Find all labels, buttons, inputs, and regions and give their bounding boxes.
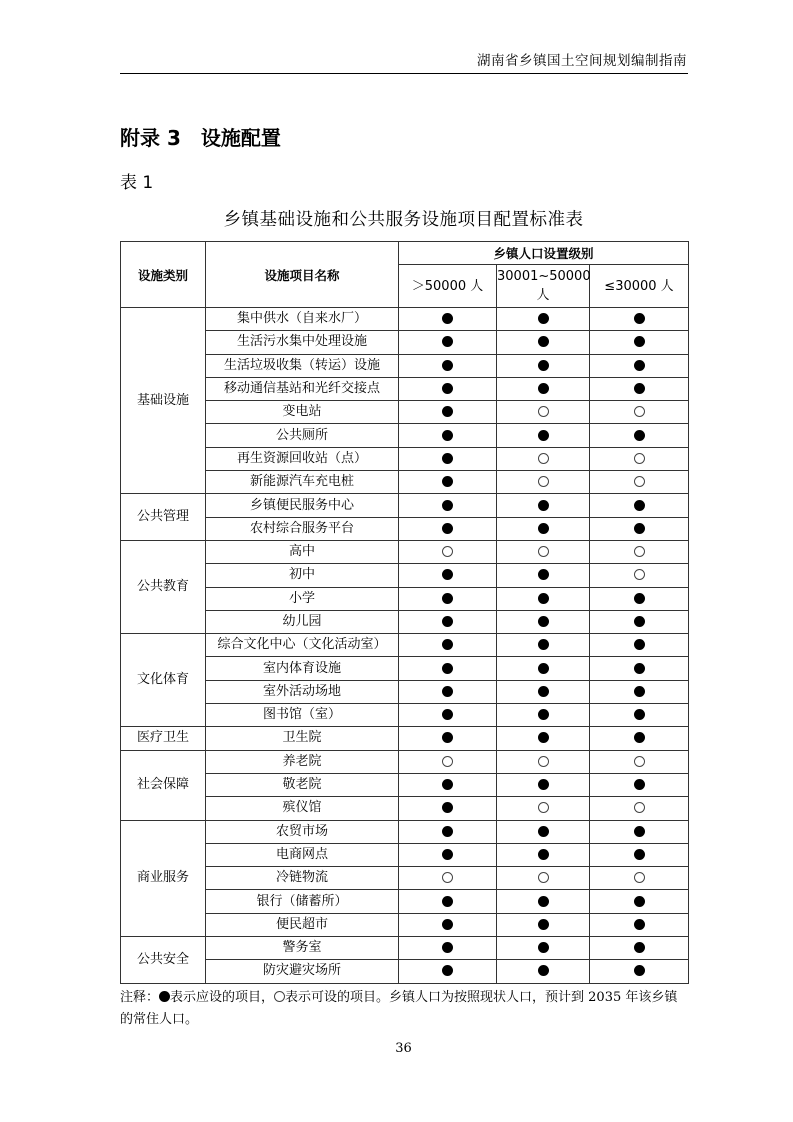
table-label: 表 1: [120, 173, 154, 193]
filled-circle-icon: [538, 965, 549, 976]
level-2-cell: [497, 517, 590, 540]
level-1-cell: [399, 704, 497, 727]
header-level-3: ≤30000 人: [590, 265, 689, 308]
open-circle-icon: [538, 756, 549, 767]
level-2-cell: [497, 657, 590, 680]
category-cell: 医疗卫生: [121, 727, 206, 750]
level-2-cell: [497, 564, 590, 587]
open-circle-icon: [538, 406, 549, 417]
level-3-cell: [590, 517, 689, 540]
filled-circle-icon: [634, 919, 645, 930]
level-2-cell: [497, 447, 590, 470]
table-row: [121, 517, 689, 540]
open-circle-icon: [634, 476, 645, 487]
filled-circle-icon: [442, 802, 453, 813]
filled-circle-icon: [538, 569, 549, 580]
table-row: [121, 727, 689, 750]
open-circle-icon: [634, 756, 645, 767]
item-name-cell: 生活垃圾收集（转运）设施: [206, 354, 399, 377]
level-2-cell: [497, 494, 590, 517]
category-cell: 社会保障: [121, 750, 206, 820]
table-row: [121, 401, 689, 424]
level-2-cell: [497, 354, 590, 377]
level-1-cell: [399, 843, 497, 866]
item-name-cell: 生活污水集中处理设施: [206, 331, 399, 354]
table-row: [121, 540, 689, 563]
level-1-cell: [399, 773, 497, 796]
level-1-cell: [399, 890, 497, 913]
level-1-cell: [399, 308, 497, 331]
table-row: [121, 377, 689, 400]
level-3-cell: [590, 937, 689, 960]
open-circle-icon: [442, 872, 453, 883]
item-name-cell: 便民超市: [206, 913, 399, 936]
item-name-cell: 高中: [206, 540, 399, 563]
table-row: [121, 634, 689, 657]
table-row: [121, 797, 689, 820]
level-3-cell: [590, 424, 689, 447]
filled-circle-icon: [442, 593, 453, 604]
level-2-cell: [497, 727, 590, 750]
level-1-cell: [399, 727, 497, 750]
level-3-cell: [590, 657, 689, 680]
filled-circle-icon: [634, 639, 645, 650]
filled-circle-icon: [442, 686, 453, 697]
item-name-cell: 室外活动场地: [206, 680, 399, 703]
filled-circle-icon: [538, 336, 549, 347]
filled-circle-icon: [442, 313, 453, 324]
item-name-cell: 图书馆（室）: [206, 704, 399, 727]
table-row: [121, 937, 689, 960]
level-1-cell: [399, 820, 497, 843]
open-circle-icon: [634, 569, 645, 580]
filled-circle-icon: [442, 896, 453, 907]
level-2-cell: [497, 424, 590, 447]
level-3-cell: [590, 587, 689, 610]
level-2-cell: [497, 937, 590, 960]
note-required-text: 表示应设的项目，: [170, 990, 275, 1005]
filled-circle-icon: [538, 942, 549, 953]
level-2-cell: [497, 890, 590, 913]
level-3-cell: [590, 354, 689, 377]
level-1-cell: [399, 634, 497, 657]
level-3-cell: [590, 750, 689, 773]
item-name-cell: 电商网点: [206, 843, 399, 866]
table-row: [121, 704, 689, 727]
level-1-cell: [399, 424, 497, 447]
level-2-cell: [497, 401, 590, 424]
level-1-cell: [399, 587, 497, 610]
item-name-cell: 移动通信基站和光纤交接点: [206, 377, 399, 400]
level-1-cell: [399, 517, 497, 540]
table-row: [121, 471, 689, 494]
level-1-cell: [399, 471, 497, 494]
filled-circle-icon: [442, 383, 453, 394]
filled-circle-icon: [442, 942, 453, 953]
level-1-cell: [399, 797, 497, 820]
level-2-cell: [497, 704, 590, 727]
open-circle-icon: [634, 546, 645, 557]
level-3-cell: [590, 401, 689, 424]
filled-circle-icon: [538, 686, 549, 697]
level-2-cell: [497, 867, 590, 890]
category-cell: 基础设施: [121, 308, 206, 494]
level-1-cell: [399, 377, 497, 400]
level-3-cell: [590, 634, 689, 657]
filled-circle-icon: [442, 616, 453, 627]
header-level-2: 30001~50000 人: [497, 265, 590, 308]
filled-circle-icon: [634, 430, 645, 441]
filled-circle-icon: [538, 616, 549, 627]
item-name-cell: 公共厕所: [206, 424, 399, 447]
filled-circle-icon: [442, 336, 453, 347]
filled-circle-icon: [538, 849, 549, 860]
item-name-cell: 变电站: [206, 401, 399, 424]
table-row: [121, 960, 689, 983]
item-name-cell: 初中: [206, 564, 399, 587]
level-1-cell: [399, 750, 497, 773]
open-circle-icon: [634, 872, 645, 883]
open-circle-icon: [538, 476, 549, 487]
level-2-cell: [497, 680, 590, 703]
item-name-cell: 集中供水（自来水厂）: [206, 308, 399, 331]
level-3-cell: [590, 564, 689, 587]
filled-circle-icon: [538, 779, 549, 790]
open-circle-icon: [538, 802, 549, 813]
note-prefix: 注释：: [120, 990, 160, 1005]
category-cell: 文化体育: [121, 634, 206, 727]
table-row: [121, 657, 689, 680]
level-1-cell: [399, 913, 497, 936]
level-2-cell: [497, 540, 590, 563]
item-name-cell: 农贸市场: [206, 820, 399, 843]
open-circle-icon: [538, 453, 549, 464]
level-3-cell: [590, 331, 689, 354]
level-3-cell: [590, 704, 689, 727]
table-row: [121, 867, 689, 890]
level-3-cell: [590, 820, 689, 843]
level-3-cell: [590, 447, 689, 470]
filled-circle-icon: [538, 500, 549, 511]
filled-circle-icon: [634, 593, 645, 604]
item-name-cell: 新能源汽车充电桩: [206, 471, 399, 494]
level-3-cell: [590, 494, 689, 517]
category-cell: 公共安全: [121, 937, 206, 984]
appendix-title: 附录 3 设施配置: [120, 126, 281, 150]
filled-circle-icon: [634, 826, 645, 837]
optional-mark-icon: [274, 991, 285, 1002]
level-2-cell: [497, 797, 590, 820]
filled-circle-icon: [634, 500, 645, 511]
running-header: 湖南省乡镇国土空间规划编制指南: [477, 53, 687, 69]
filled-circle-icon: [634, 779, 645, 790]
filled-circle-icon: [442, 360, 453, 371]
filled-circle-icon: [442, 523, 453, 534]
table-row: [121, 424, 689, 447]
filled-circle-icon: [538, 383, 549, 394]
item-name-cell: 警务室: [206, 937, 399, 960]
item-name-cell: 冷链物流: [206, 867, 399, 890]
level-2-cell: [497, 750, 590, 773]
level-1-cell: [399, 401, 497, 424]
level-1-cell: [399, 867, 497, 890]
filled-circle-icon: [442, 709, 453, 720]
facility-config-table: [120, 241, 689, 984]
level-2-cell: [497, 820, 590, 843]
required-mark-icon: [159, 991, 170, 1002]
item-name-cell: 敬老院: [206, 773, 399, 796]
filled-circle-icon: [442, 732, 453, 743]
filled-circle-icon: [634, 896, 645, 907]
item-name-cell: 综合文化中心（文化活动室）: [206, 634, 399, 657]
item-name-cell: 幼儿园: [206, 610, 399, 633]
filled-circle-icon: [538, 663, 549, 674]
level-3-cell: [590, 843, 689, 866]
table-row: [121, 913, 689, 936]
filled-circle-icon: [442, 849, 453, 860]
item-name-cell: 再生资源回收站（点）: [206, 447, 399, 470]
table-row: [121, 680, 689, 703]
level-2-cell: [497, 377, 590, 400]
level-2-cell: [497, 610, 590, 633]
level-1-cell: [399, 610, 497, 633]
level-1-cell: [399, 447, 497, 470]
open-circle-icon: [538, 546, 549, 557]
item-name-cell: 殡仪馆: [206, 797, 399, 820]
level-2-cell: [497, 960, 590, 983]
filled-circle-icon: [442, 779, 453, 790]
open-circle-icon: [442, 756, 453, 767]
level-3-cell: [590, 540, 689, 563]
level-1-cell: [399, 331, 497, 354]
item-name-cell: 乡镇便民服务中心: [206, 494, 399, 517]
item-name-cell: 卫生院: [206, 727, 399, 750]
table-row: [121, 820, 689, 843]
filled-circle-icon: [634, 523, 645, 534]
filled-circle-icon: [634, 616, 645, 627]
level-2-cell: [497, 843, 590, 866]
level-3-cell: [590, 308, 689, 331]
filled-circle-icon: [634, 942, 645, 953]
level-1-cell: [399, 540, 497, 563]
header-level-1: ＞50000 人: [399, 265, 497, 308]
filled-circle-icon: [634, 686, 645, 697]
filled-circle-icon: [634, 313, 645, 324]
filled-circle-icon: [538, 919, 549, 930]
level-3-cell: [590, 680, 689, 703]
filled-circle-icon: [634, 709, 645, 720]
level-1-cell: [399, 937, 497, 960]
filled-circle-icon: [538, 826, 549, 837]
level-3-cell: [590, 471, 689, 494]
level-3-cell: [590, 797, 689, 820]
table-body: [121, 308, 689, 984]
filled-circle-icon: [634, 965, 645, 976]
level-1-cell: [399, 494, 497, 517]
table-row: [121, 354, 689, 377]
open-circle-icon: [634, 406, 645, 417]
table-row: [121, 494, 689, 517]
filled-circle-icon: [442, 639, 453, 650]
table-row: [121, 843, 689, 866]
filled-circle-icon: [634, 732, 645, 743]
level-2-cell: [497, 773, 590, 796]
filled-circle-icon: [538, 430, 549, 441]
filled-circle-icon: [442, 569, 453, 580]
category-cell: 公共管理: [121, 494, 206, 541]
item-name-cell: 小学: [206, 587, 399, 610]
open-circle-icon: [538, 872, 549, 883]
level-3-cell: [590, 727, 689, 750]
filled-circle-icon: [442, 663, 453, 674]
level-3-cell: [590, 913, 689, 936]
filled-circle-icon: [538, 360, 549, 371]
filled-circle-icon: [634, 849, 645, 860]
filled-circle-icon: [442, 919, 453, 930]
filled-circle-icon: [634, 360, 645, 371]
level-1-cell: [399, 564, 497, 587]
filled-circle-icon: [538, 896, 549, 907]
item-name-cell: 银行（储蓄所）: [206, 890, 399, 913]
filled-circle-icon: [442, 406, 453, 417]
filled-circle-icon: [538, 732, 549, 743]
open-circle-icon: [634, 802, 645, 813]
table-row: [121, 308, 689, 331]
table-row: [121, 587, 689, 610]
filled-circle-icon: [538, 523, 549, 534]
table-row: [121, 610, 689, 633]
header-rule: [120, 73, 688, 74]
filled-circle-icon: [634, 663, 645, 674]
open-circle-icon: [634, 453, 645, 464]
table-row: [121, 890, 689, 913]
table-row: [121, 564, 689, 587]
filled-circle-icon: [442, 430, 453, 441]
table-caption: 乡镇基础设施和公共服务设施项目配置标准表: [223, 210, 584, 230]
table-row: [121, 773, 689, 796]
filled-circle-icon: [538, 593, 549, 604]
header-category: 设施类别: [121, 242, 206, 308]
level-2-cell: [497, 308, 590, 331]
level-1-cell: [399, 960, 497, 983]
header-population-group: 乡镇人口设置级别: [399, 242, 689, 265]
level-1-cell: [399, 680, 497, 703]
item-name-cell: 农村综合服务平台: [206, 517, 399, 540]
filled-circle-icon: [538, 313, 549, 324]
level-2-cell: [497, 634, 590, 657]
filled-circle-icon: [442, 500, 453, 511]
filled-circle-icon: [442, 453, 453, 464]
note-optional-text: 表示可设的项目。乡镇人口为按照现状人口，预计到 2035 年该乡镇的常住人口。: [120, 990, 678, 1027]
level-2-cell: [497, 331, 590, 354]
table-note: [120, 987, 690, 1031]
table-row: [121, 331, 689, 354]
level-1-cell: [399, 657, 497, 680]
item-name-cell: 室内体育设施: [206, 657, 399, 680]
category-cell: 公共教育: [121, 540, 206, 633]
level-3-cell: [590, 867, 689, 890]
level-3-cell: [590, 960, 689, 983]
level-2-cell: [497, 587, 590, 610]
item-name-cell: 防灾避灾场所: [206, 960, 399, 983]
level-2-cell: [497, 471, 590, 494]
level-3-cell: [590, 377, 689, 400]
level-3-cell: [590, 890, 689, 913]
filled-circle-icon: [442, 476, 453, 487]
category-cell: 商业服务: [121, 820, 206, 936]
filled-circle-icon: [634, 383, 645, 394]
table-row: [121, 447, 689, 470]
filled-circle-icon: [442, 826, 453, 837]
filled-circle-icon: [538, 639, 549, 650]
table-row: [121, 750, 689, 773]
filled-circle-icon: [538, 709, 549, 720]
filled-circle-icon: [634, 336, 645, 347]
level-3-cell: [590, 773, 689, 796]
level-1-cell: [399, 354, 497, 377]
open-circle-icon: [442, 546, 453, 557]
page-number: 36: [395, 1041, 412, 1056]
filled-circle-icon: [442, 965, 453, 976]
header-item-name: 设施项目名称: [206, 242, 399, 308]
item-name-cell: 养老院: [206, 750, 399, 773]
level-2-cell: [497, 913, 590, 936]
level-3-cell: [590, 610, 689, 633]
